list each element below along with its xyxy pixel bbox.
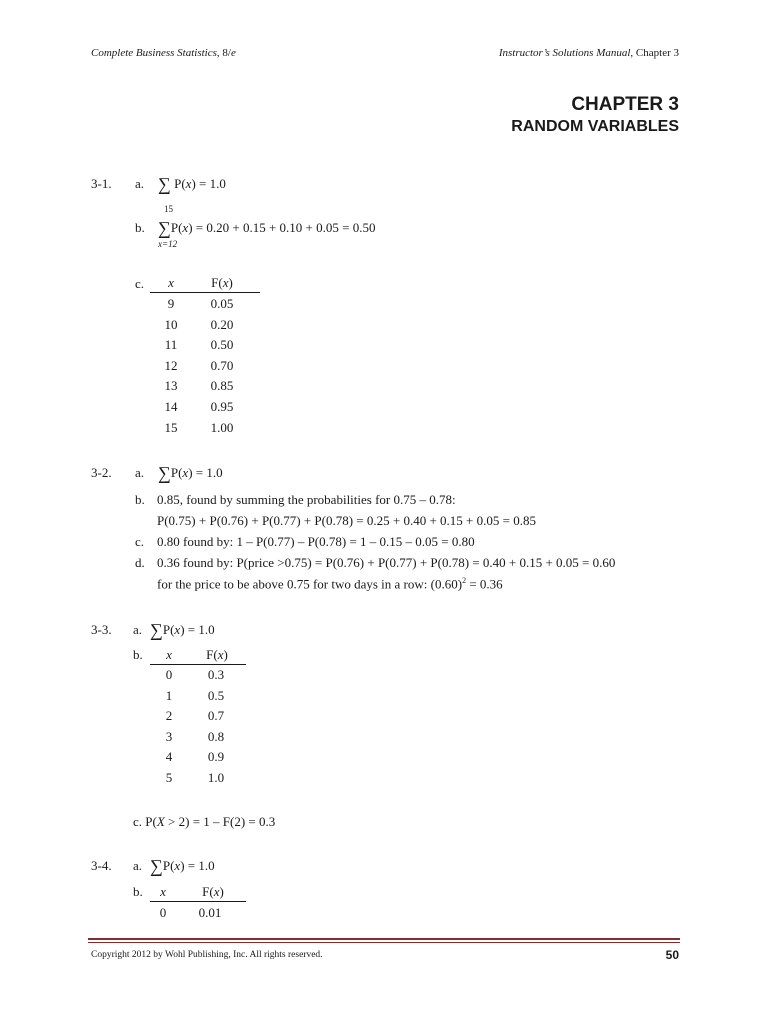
prob-text: ) <box>191 176 196 191</box>
table-row <box>150 296 260 317</box>
cell-fx: 0.70 <box>210 357 234 373</box>
cdf-table-body <box>150 296 260 440</box>
table-row <box>150 749 246 770</box>
cell-fx: 0.01 <box>198 905 222 920</box>
part-label: b. <box>135 220 145 235</box>
table-row <box>150 708 246 729</box>
cell-x: 12 <box>164 357 178 373</box>
solution-text: = 0.36 <box>466 576 503 592</box>
part-label: a. <box>135 176 145 191</box>
part-label: b. <box>133 647 143 662</box>
column-header-x: x <box>166 647 172 662</box>
summation-symbol: ∑ <box>158 463 171 483</box>
table-row <box>150 420 260 441</box>
chapter-number: CHAPTER 3 <box>571 94 679 115</box>
part-label: b. <box>135 492 145 507</box>
solution-line: P(0.75) + P(0.76) + P(0.77) + P(0.78) = 0.25 + 0.40 + 0.15 + 0.05 = 0.85 <box>157 513 536 528</box>
cell-x: 10 <box>164 316 178 332</box>
part-label: c. <box>135 276 145 291</box>
solution-line <box>157 576 503 592</box>
table-row <box>150 358 260 379</box>
running-header-left <box>91 47 236 59</box>
variable-x: x <box>174 622 181 637</box>
variable-X: X <box>156 814 165 829</box>
part-label: d. <box>135 555 145 570</box>
table-row <box>150 317 260 338</box>
column-header-fx: F(x) <box>202 884 224 899</box>
column-header-fx: F(x) <box>206 647 228 662</box>
equation-rhs: = 1.0 <box>195 465 223 480</box>
cell-fx: 0.5 <box>207 687 225 703</box>
summation-symbol: ∑ <box>158 218 171 238</box>
variable-x: x <box>185 176 192 191</box>
cell-fx: 1.00 <box>210 419 234 435</box>
cell-x: 4 <box>165 749 173 765</box>
cell-x: 3 <box>165 728 173 744</box>
sum-lower-limit: x=12 <box>158 239 178 249</box>
equation-rhs: = 0.20 + 0.15 + 0.10 + 0.05 = 0.50 <box>195 220 376 235</box>
sum-upper-limit: 15 <box>164 204 173 214</box>
table-row <box>150 399 260 420</box>
exponent: 2 <box>462 576 467 585</box>
prob-text: ) <box>188 465 193 480</box>
cell-fx: 0.8 <box>207 728 225 744</box>
cdf-table-body <box>150 905 246 926</box>
summation-symbol: ∑ <box>150 856 163 876</box>
table-header <box>150 275 260 293</box>
solution-text: > 2) = 1 – F(2) = 0.3 <box>164 814 276 829</box>
chapter-title: RANDOM VARIABLES <box>511 118 679 135</box>
column-header-x: x <box>160 884 166 899</box>
summation-symbol: ∑ <box>158 174 171 194</box>
table-row <box>150 729 246 750</box>
table-row <box>150 905 246 926</box>
prob-text: ) <box>180 858 185 873</box>
cell-x: 13 <box>164 378 178 394</box>
table-header <box>150 884 246 902</box>
cell-fx: 0.50 <box>210 337 234 353</box>
variable-x: x <box>182 220 189 235</box>
prob-text: P( <box>170 220 183 235</box>
variable-x: x <box>182 465 189 480</box>
cell-x: 9 <box>167 296 175 311</box>
table-header <box>150 647 246 665</box>
sum-expression <box>150 855 215 874</box>
cell-x: 2 <box>165 708 173 724</box>
sum-expression <box>158 173 226 192</box>
prob-text: P( <box>162 858 175 873</box>
prob-text: ) <box>188 220 193 235</box>
part-label: c. <box>135 534 145 549</box>
part-label: a. <box>133 858 143 873</box>
variable-x: x <box>217 647 224 662</box>
cell-x: 0 <box>165 667 173 682</box>
running-header-right <box>499 47 679 59</box>
prob-text: P( <box>170 465 183 480</box>
manual-title: Instructor’s Solutions Manual <box>498 47 631 59</box>
cdf-table-body <box>150 667 246 791</box>
problem-label: 3-4. <box>91 858 112 873</box>
part-label: a. <box>135 465 145 480</box>
prob-text: P( <box>162 622 175 637</box>
variable-x: x <box>213 884 220 899</box>
problem-label: 3-3. <box>91 622 112 637</box>
solution-text: for the price to be above 0.75 for two days in a row: (0.60) <box>157 576 463 592</box>
part-label: a. <box>133 622 143 637</box>
table-row <box>150 337 260 358</box>
column-header-fx: F(x) <box>211 275 233 290</box>
variable-x: x <box>174 858 181 873</box>
cell-fx: 0.3 <box>207 667 225 682</box>
equation-rhs: = 1.0 <box>187 622 215 637</box>
prob-text: P( <box>174 176 186 191</box>
copyright-notice: Copyright 2012 by Wohl Publishing, Inc. All rights reserved. <box>91 950 323 960</box>
solution-text: c. P( <box>133 814 157 829</box>
cell-x: 0 <box>159 905 167 920</box>
problem-label: 3-2. <box>91 465 112 480</box>
problem-label: 3-1. <box>91 176 112 191</box>
cell-fx: 0.20 <box>210 316 234 332</box>
cell-fx: 0.95 <box>210 398 234 414</box>
part-label: b. <box>133 884 143 899</box>
cell-fx: 0.9 <box>207 749 225 765</box>
solution-line: 0.80 found by: 1 – P(0.77) – P(0.78) = 1 – 0.15 – 0.05 = 0.80 <box>157 534 475 549</box>
equation-rhs: = 1.0 <box>199 176 226 191</box>
footer-rule <box>88 938 680 940</box>
footer-rule-thin <box>88 942 680 943</box>
solution-line <box>133 814 275 830</box>
cell-x: 14 <box>164 398 178 414</box>
table-row <box>150 688 246 709</box>
variable-x: x <box>222 275 229 290</box>
sum-expression <box>158 462 223 481</box>
summation-symbol: ∑ <box>150 620 163 640</box>
page-number: 50 <box>665 948 679 962</box>
sum-expression <box>150 619 215 638</box>
book-edition: , 8/ <box>216 47 231 59</box>
cell-x: 15 <box>164 419 178 435</box>
book-edition-suffix: e <box>230 47 236 59</box>
equation-rhs: = 1.0 <box>187 858 215 873</box>
prob-text: ) <box>180 622 185 637</box>
cell-fx: 0.7 <box>207 708 225 724</box>
solution-line: 0.36 found by: P(price >0.75) = P(0.76) + P(0.77) + P(0.78) = 0.40 + 0.15 + 0.05 = 0.60 <box>157 555 616 570</box>
cell-x: 5 <box>165 769 173 785</box>
cell-fx: 1.0 <box>207 769 225 785</box>
table-row <box>150 667 246 688</box>
cell-x: 1 <box>165 687 173 703</box>
table-row <box>150 378 260 399</box>
book-title: Complete Business Statistics <box>91 47 217 59</box>
table-row <box>150 770 246 791</box>
column-header-x: x <box>168 275 174 290</box>
cell-fx: 0.05 <box>210 296 234 311</box>
cell-x: 11 <box>164 337 178 353</box>
solution-line: 0.85, found by summing the probabilities for 0.75 – 0.78: <box>157 492 456 507</box>
sum-expression <box>158 217 375 236</box>
header-chapter: , Chapter 3 <box>630 47 679 59</box>
cell-fx: 0.85 <box>210 378 234 394</box>
